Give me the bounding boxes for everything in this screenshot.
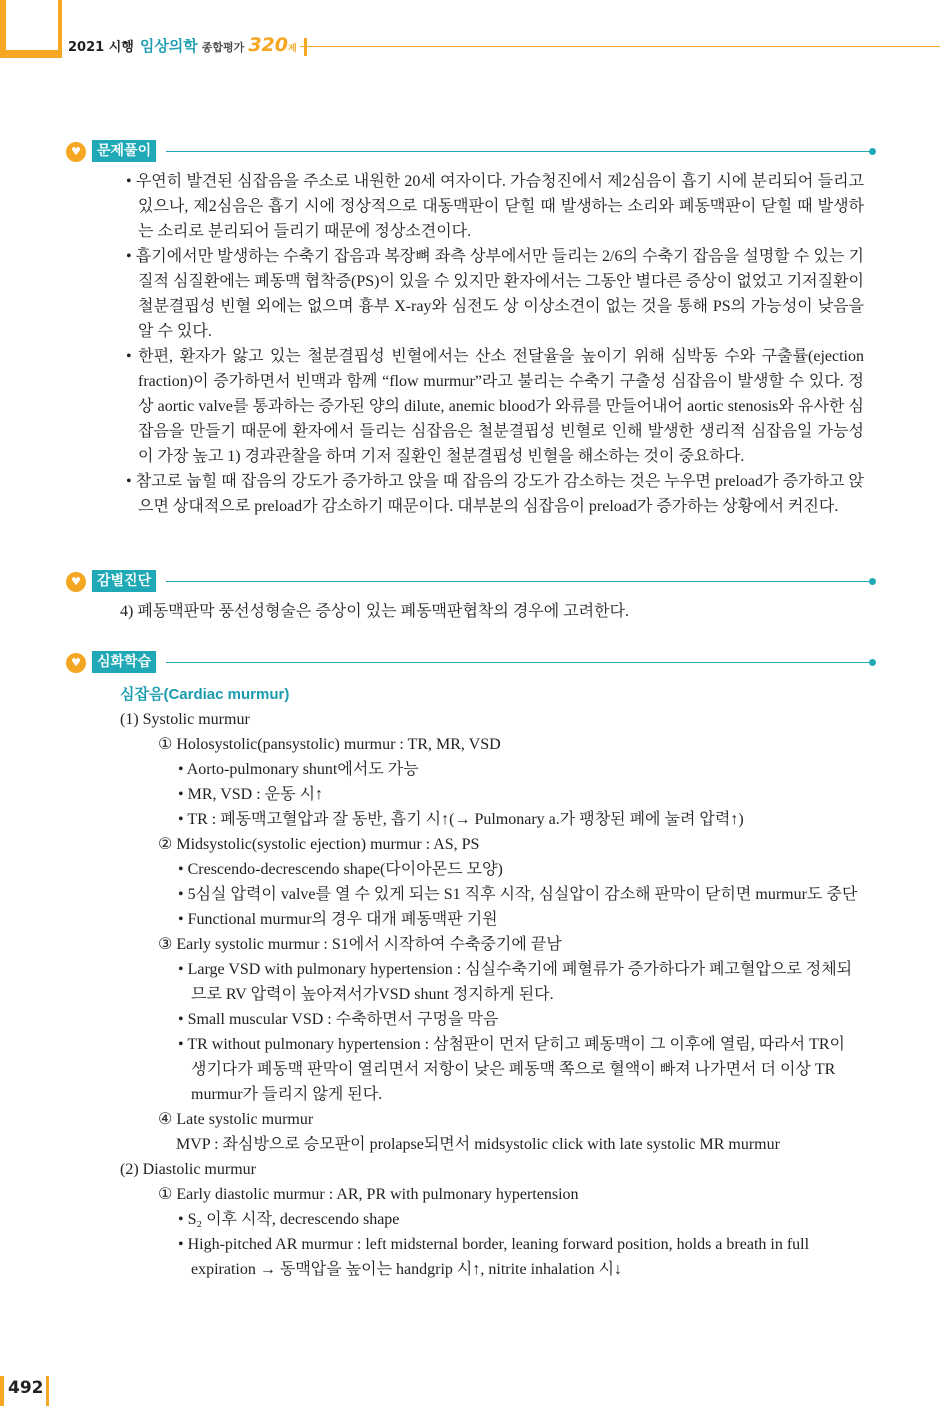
section-rule-dot [869,148,876,155]
solution-paragraph-1: • 우연히 발견된 심잡음을 주소로 내원한 20세 여자이다. 가슴청진에서 제2심음이 흡기 시에 분리되어 들리고 있으나, 제2심음은 흡기 시에 정상적으로 대동맥판이 닫힐 때 발생하는 소리와 폐동맥판이 닫힐 때 발생하는 소리로 분리되어 들리기 때문에 정상소견이다. [126,173,864,240]
header-number: 320 [248,34,288,56]
section-label-differential: 감별진단 [92,570,156,592]
section-rule [166,662,874,663]
page-number: 492 [8,1378,44,1398]
list-item: • MR, VSD : 운동 시↑ [178,786,324,803]
header-year: 2021 시행 [68,40,134,55]
solution-paragraph-2: • 흡기에서만 발생하는 수축기 잡음과 복장뼈 좌측 상부에서만 들리는 2/6의 수축기 잡음을 설명할 수 있는 기질적 심질환에는 폐동맥 협착증(PS)이 있을 수 있지만 환자에서는 그동안 별다른 증상이 없었고 기저질환이 철분결핍성 빈혈 외에는 없으며 흉부 X-ray와 심전도 상 이상소견이 없는 것을 통해 PS의 가능성이 낮음을 알 수 있다. [126,248,864,340]
page-number-bar [46,1376,49,1406]
heart-icon: ♥ [66,142,86,162]
heart-icon: ♥ [66,653,86,673]
differential-text: 4) 폐동맥판막 풍선성형술은 증상이 있는 폐동맥판협착의 경우에 고려한다. [120,603,630,620]
list-item: • Small muscular VSD : 수축하면서 구멍을 막음 [178,1011,499,1028]
header-rule [300,46,940,47]
header-title: 임상의학 [139,37,198,55]
differential-body [120,599,864,624]
list-item: • TR : 폐동맥고혈압과 잘 동반, 흡기 시↑(→ Pulmonary a.가 팽창된 폐에 눌려 압력↑) [178,811,744,828]
list-item: • Aorto-pulmonary shunt에서도 가능 [178,761,419,778]
late-systolic-title: ④ Late systolic murmur [158,1111,314,1128]
header-subtitle: 종합평가 [201,41,245,54]
list-item: • TR without pulmonary hypertension : 삼첨판이 먼저 닫히고 폐동맥이 그 이후에 열림, 따라서 TR이 생기다가 폐동맥 판막이 열리면서 저항이 낮은 폐동맥 쪽으로 혈액이 빠져 나가면서 더 이상 TR murmur가 들리지 않게 된다. [178,1036,845,1103]
section-rule-dot [869,578,876,585]
section-label-solution: 문제풀이 [92,140,156,162]
list-item: • High-pitched AR murmur : left midsternal border, leaning forward position, holds a breath in full expiration → 동맥압을 높이는 handgrip 시↑, nitrite inhalation 시↓ [178,1236,810,1278]
list-item: • Functional murmur의 경우 대개 폐동맥판 기원 [178,911,498,928]
solution-paragraph-3: • 한편, 환자가 앓고 있는 철분결핍성 빈혈에서는 산소 전달율을 높이기 위해 심박동 수와 구출률(ejection fraction)이 증가하면서 빈맥과 함께 “flow murmur”라고 불리는 수축기 구출성 심잡음이 발생할 수 있다. 정상 aortic valve를 통과하는 증가된 양의 dilute, anemic blood가 와류를 만들어내어 aortic stenosis와 유사한 심잡음을 만들기 때문에 환자에서 들리는 심잡음은 철분결핍성 빈혈로 인해 발생한 생리적 심잡음일 가능성이 가장 높고 1) 경과관찰을 하며 기저 질환인 철분결핍성 빈혈을 해소하는 것이 중요하다. [126,348,864,465]
midsystolic-title: ② Midsystolic(systolic ejection) murmur : AS, PS [158,836,480,853]
topic-title: 심잡음(Cardiac murmur) [120,686,290,703]
section-header-differential [66,570,874,594]
diastolic-heading: (2) Diastolic murmur [120,1161,256,1178]
section-rule [166,581,874,582]
section-rule [166,151,874,152]
list-item: • S₂ 이후 시작, decrescendo shape [178,1211,400,1228]
solution-body [120,169,864,519]
header-unit: 제 [287,44,297,54]
list-item: • Large VSD with pulmonary hypertension : 심실수축기에 폐혈류가 증가하다가 폐고혈압으로 정체되므로 RV 압력이 높아져서가VSD shunt 정지하게 된다. [178,961,853,1003]
list-item: • 5심실 압력이 valve를 열 수 있게 되는 S1 직후 시작, 심실압이 감소해 판막이 닫히면 murmur도 중단 [178,886,858,903]
section-label-advanced: 심화학습 [92,651,156,673]
section-rule-dot [869,659,876,666]
list-item: • Crescendo-decrescendo shape(다이아몬드 모양) [178,861,503,878]
systolic-heading: (1) Systolic murmur [120,711,250,728]
corner-decoration [0,0,62,58]
page-number-bar [0,1376,4,1406]
header-divider [304,38,307,56]
section-header-advanced [66,651,874,675]
section-header-solution [66,140,874,164]
holosystolic-title: ① Holosystolic(pansystolic) murmur : TR, MR, VSD [158,736,501,753]
early-diastolic-title: ① Early diastolic murmur : AR, PR with pulmonary hypertension [158,1186,579,1203]
heart-icon: ♥ [66,572,86,592]
advanced-body [120,682,864,1282]
late-systolic-text: MVP : 좌심방으로 승모판이 prolapse되면서 midsystolic click with late systolic MR murmur [176,1136,780,1153]
running-header [68,34,297,56]
early-systolic-title: ③ Early systolic murmur : S1에서 시작하여 수축중기에 끝남 [158,936,562,953]
solution-paragraph-4: • 참고로 눕힐 때 잡음의 강도가 증가하고 앉을 때 잡음의 강도가 감소하는 것은 누우면 preload가 증가하고 앉으면 상대적으로 preload가 감소하기 때문이다. 대부분의 심잡음이 preload가 증가하는 상황에서 커진다. [126,473,864,515]
